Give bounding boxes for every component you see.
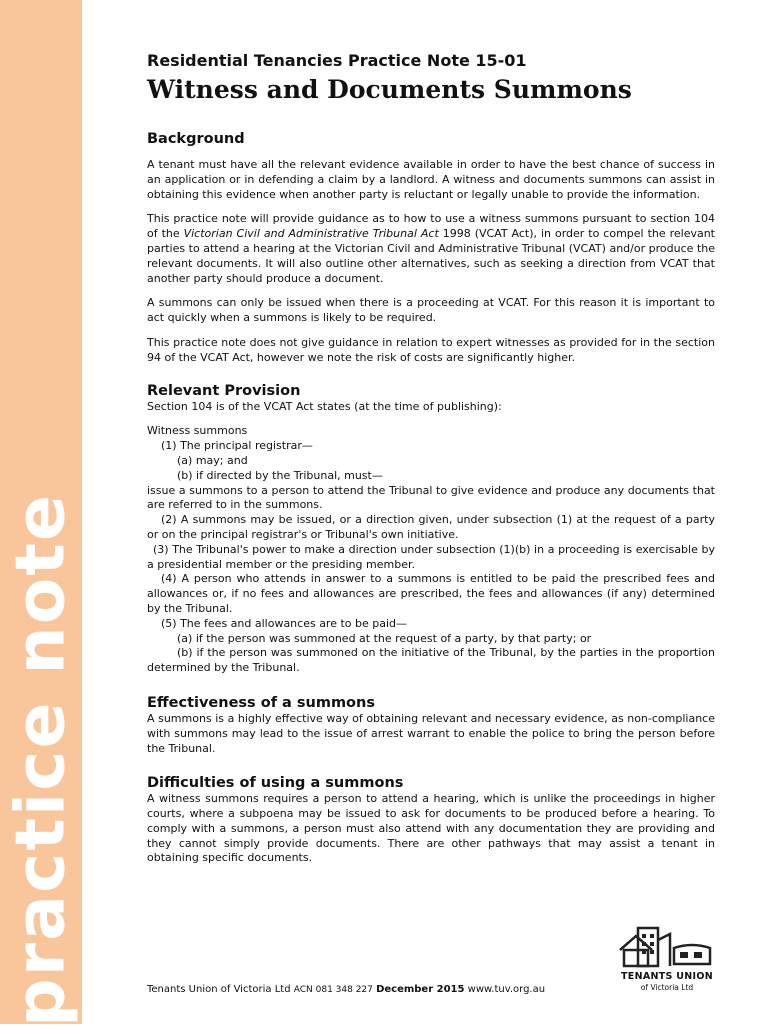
footer-web[interactable]: www.tuv.org.au xyxy=(467,984,546,995)
provision-line: issue a summons to a person to attend the Tribunal to give evidence and produce any documents that are referred to in the summons. xyxy=(147,483,715,512)
logo-sub: of Victoria Ltd xyxy=(640,983,694,992)
logo-name: TENANTS UNION xyxy=(621,971,713,982)
background-paragraph-4: This practice note does not give guidance in relation to expert witnesses as provided for in the section 94 of the VCAT Act, however we note the risk of costs are significantly higher. xyxy=(147,335,715,364)
p2-act-name: Victorian Civil and Administrative Tribunal Act xyxy=(183,227,439,241)
provision-line: (b) if directed by the Tribunal, must— xyxy=(177,468,383,482)
provision-line: (1) The principal registrar— xyxy=(161,439,313,453)
provision-line: (3) The Tribunal's power to make a direction under subsection (1)(b) in a proceeding is exercisable by a presidential member or the presiding member. xyxy=(147,542,715,571)
relevant-intro: Section 104 is of the VCAT Act states (at the time of publishing): xyxy=(147,399,502,413)
footer-acn: ACN 081 348 227 xyxy=(293,985,373,995)
difficulties-paragraph: A witness summons requires a person to attend a hearing, which is unlike the proceedings in higher courts, where a subpoena may be issued to ask for documents to be produced before a hearing. To comply with a summons, a person must also attend with any documentation they are providing and they cannot simply provide documents. There are other pathways that may assist a tenant in obtaining specific documents. xyxy=(147,792,715,865)
doc-subtitle: Residential Tenancies Practice Note 15-01 xyxy=(147,51,527,70)
background-paragraph-2 xyxy=(147,212,715,286)
p2-end: 1998 (VCAT Act), in order to compel the relevant parties to attend a hearing at the Victorian Civil and Administrative Tribunal (VCAT) and/or produce the relevant documents. It will also outline other alternatives, such as seeking a direction from VCAT that another party should produce a document. xyxy=(147,227,715,285)
provision-line: (a) if the person was summoned at the request of a party, by that party; or xyxy=(177,631,592,645)
effectiveness-paragraph: A summons is a highly effective way of obtaining relevant and necessary evidence, as non-compliance with summons may lead to the issue of arrest warrant to enable the police to bring the person before the Tribunal. xyxy=(147,711,715,755)
provision-line: (2) A summons may be issued, or a direction given, under subsection (1) at the request of a party or on the principal registrar's or Tribunal's own initiative. xyxy=(147,513,715,541)
heading-difficulties: Difficulties of using a summons xyxy=(147,775,404,792)
provision-line: (b) if the person was summoned on the initiative of the Tribunal, by the parties in the proportion determined by the Tribunal. xyxy=(147,646,715,675)
heading-relevant-provision: Relevant Provision xyxy=(147,382,301,399)
provision-line: Witness summons xyxy=(147,424,248,438)
provision-line: (5) The fees and allowances are to be paid— xyxy=(161,616,408,630)
background-paragraph-3: A summons can only be issued when there is a proceeding at VCAT. For this reason it is important to act quickly when a summons is likely to be required. xyxy=(147,296,715,325)
footer xyxy=(147,984,545,995)
sidebar-band xyxy=(0,0,82,1027)
heading-background: Background xyxy=(147,131,245,147)
sidebar-label: practice note xyxy=(1,492,81,1027)
footer-date: December 2015 xyxy=(376,984,465,995)
tenants-union-logo xyxy=(612,920,722,1000)
provision-line: (4) A person who attends in answer to a summons is entitled to be paid the prescribed fees and allowances or, if no fees and allowances are prescribed, the fees and allowances (if any) determined by the Tribunal. xyxy=(147,572,715,615)
p2-start: This practice note will provide guidance as to how to use a witness summons pursuant to section 104 of the xyxy=(147,212,715,241)
houses-icon xyxy=(612,920,722,970)
doc-title: Witness and Documents Summons xyxy=(147,75,632,104)
footer-org: Tenants Union of Victoria Ltd xyxy=(147,984,291,995)
heading-effectiveness: Effectiveness of a summons xyxy=(147,694,375,711)
background-paragraph-1: A tenant must have all the relevant evidence available in order to have the best chance of success in an application or in defending a claim by a landlord. A witness and documents summons can assist in obtaining this evidence when another party is reluctant or legally unable to provide the information. xyxy=(147,158,715,201)
provision-line: (a) may; and xyxy=(177,453,248,467)
document-body xyxy=(147,50,715,866)
